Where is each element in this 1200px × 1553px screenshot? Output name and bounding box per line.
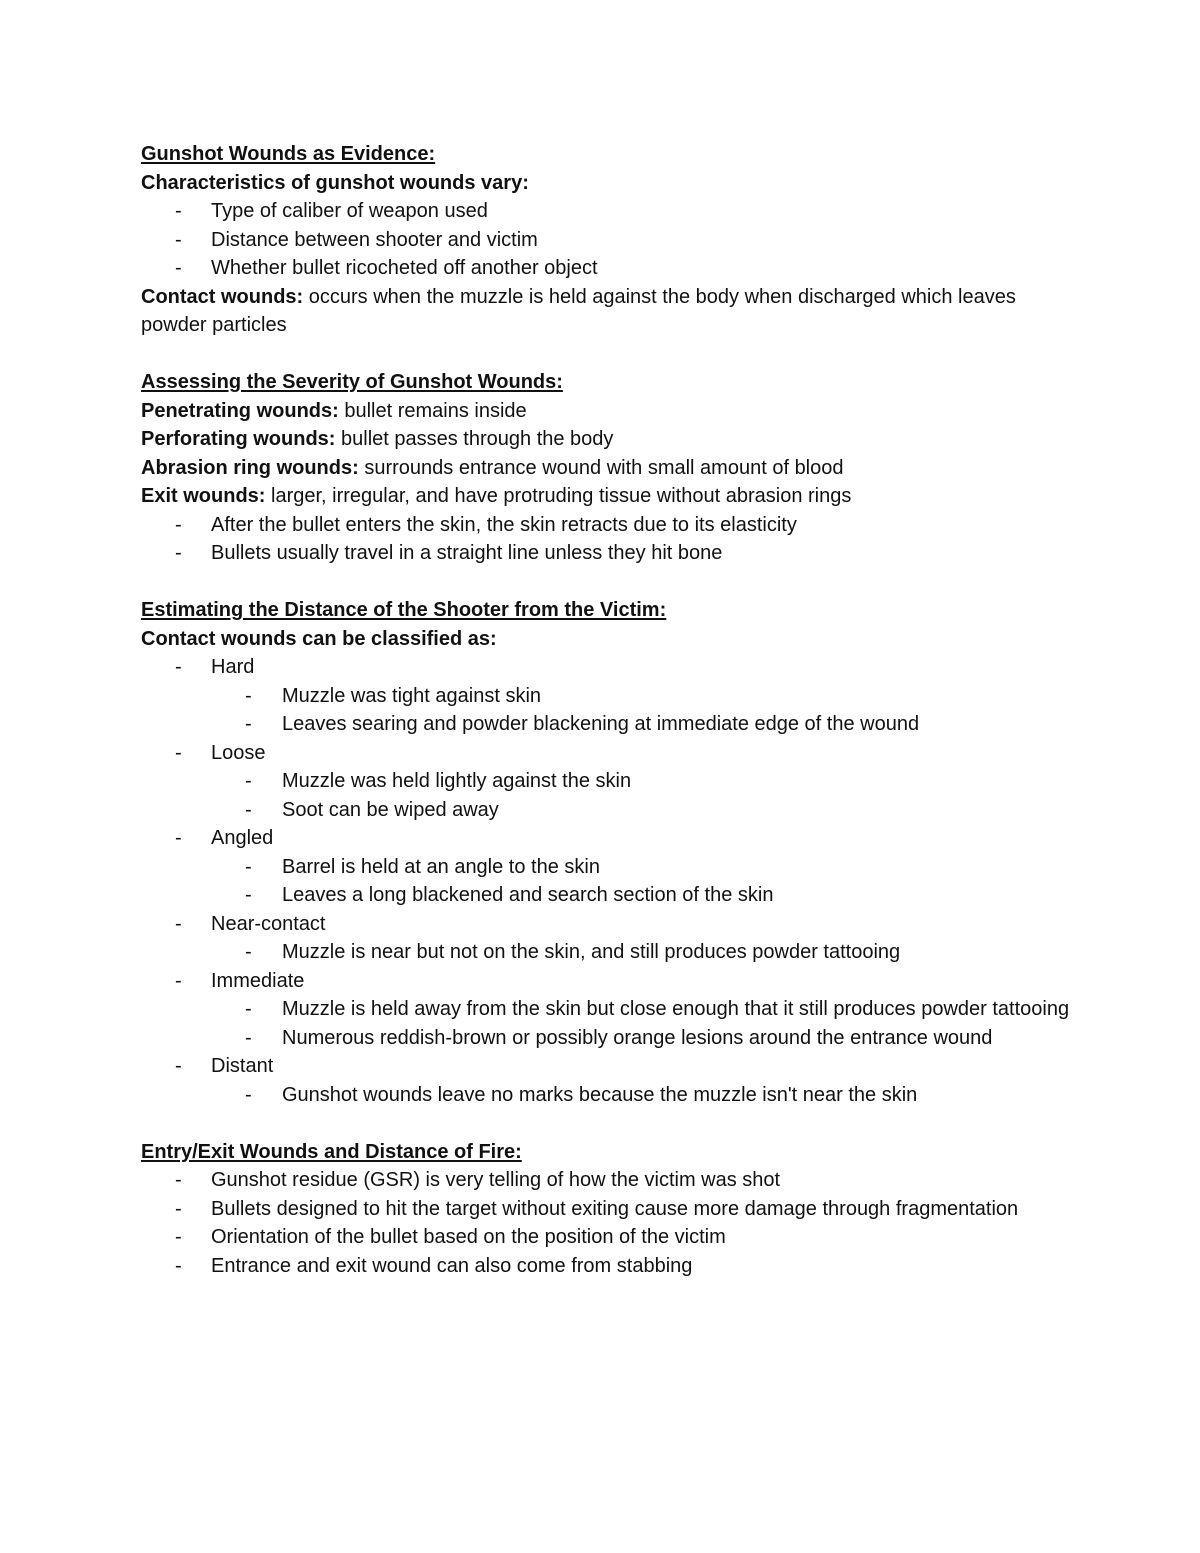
definition-paragraph (141, 482, 1081, 511)
section-heading: Entry/Exit Wounds and Distance of Fire: (141, 1140, 522, 1163)
definition-paragraph (141, 454, 1081, 483)
class-label: Distant (211, 1055, 274, 1077)
list-item-immediate (141, 967, 1081, 1053)
definition-term: Abrasion ring wounds: (141, 456, 359, 479)
sub-list-item: - Muzzle was held lightly against the skin (211, 767, 1081, 796)
sub-list (211, 995, 1081, 1052)
section-gunshot-wounds-evidence (141, 140, 1081, 340)
class-label: Hard (211, 656, 255, 678)
definition-term: Perforating wounds: (141, 428, 336, 450)
sub-list (211, 682, 1081, 739)
sub-list (211, 767, 1081, 824)
section-heading: Assessing the Severity of Gunshot Wounds: (141, 371, 563, 393)
list-item: - After the bullet enters the skin, the skin retracts due to its elasticity (141, 511, 1081, 540)
list-item-near-contact (141, 910, 1081, 967)
section-subhead: Contact wounds can be classified as: (141, 627, 497, 650)
class-label: Immediate (211, 969, 305, 992)
list-item-angled (141, 824, 1081, 910)
sub-list-item: - Muzzle is held away from the skin but close enough that it still produces powder tattooing (211, 995, 1081, 1024)
list-item: - Bullets usually travel in a straight line unless they hit bone (141, 539, 1081, 568)
class-label: Near-contact (211, 912, 326, 935)
sub-list (211, 938, 1081, 967)
definition-text: occurs when the muzzle is held against the body when discharged which leaves powder particles (141, 285, 1016, 336)
definition-paragraph (141, 283, 1081, 340)
sub-list-item: - Muzzle was tight against skin (211, 682, 1081, 711)
section-assessing-severity (141, 368, 1081, 568)
definition-text: bullet remains inside (338, 399, 527, 422)
sub-list (211, 853, 1081, 910)
list-item: - Distance between shooter and victim (141, 226, 1081, 255)
section-subhead: Characteristics of gunshot wounds vary: (141, 171, 529, 194)
section-entry-exit-wounds (141, 1138, 1081, 1281)
list-item: - Type of caliber of weapon used (141, 197, 1081, 226)
section-estimating-distance (141, 596, 1081, 1109)
document-page (141, 140, 1081, 1280)
definition-text: surrounds entrance wound with small amount of blood (358, 456, 844, 479)
definition-term: Exit wounds: (141, 485, 266, 507)
sub-list-item: - Soot can be wiped away (211, 796, 1081, 825)
definition-term: Contact wounds: (141, 285, 304, 308)
sub-list-item: - Barrel is held at an angle to the skin (211, 853, 1081, 882)
section-heading: Estimating the Distance of the Shooter from the Victim: (141, 599, 667, 621)
definition-term: Penetrating wounds: (141, 399, 339, 422)
list-item: - Whether bullet ricocheted off another object (141, 254, 1081, 283)
list-item-hard (141, 653, 1081, 739)
list-item-distant (141, 1052, 1081, 1109)
definition-paragraph (141, 397, 1081, 426)
bullet-list (141, 511, 1081, 568)
sub-list-item: - Leaves a long blackened and search section of the skin (211, 881, 1081, 910)
list-item: - Gunshot residue (GSR) is very telling of how the victim was shot (141, 1166, 1081, 1195)
sub-list-item: - Muzzle is near but not on the skin, and still produces powder tattooing (211, 938, 1081, 967)
definition-text: bullet passes through the body (335, 428, 614, 450)
bullet-list (141, 197, 1081, 283)
definition-paragraph (141, 425, 1081, 454)
class-label: Angled (211, 827, 274, 849)
sub-list-item: - Leaves searing and powder blackening at immediate edge of the wound (211, 710, 1081, 739)
section-heading: Gunshot Wounds as Evidence: (141, 143, 436, 165)
classification-list (141, 653, 1081, 1109)
class-label: Loose (211, 741, 266, 764)
sub-list-item: - Numerous reddish-brown or possibly orange lesions around the entrance wound (211, 1024, 1081, 1053)
list-item-loose (141, 739, 1081, 825)
list-item: - Bullets designed to hit the target without exiting cause more damage through fragmentation (141, 1195, 1081, 1224)
bullet-list (141, 1166, 1081, 1280)
list-item: - Orientation of the bullet based on the position of the victim (141, 1223, 1081, 1252)
definition-text: larger, irregular, and have protruding tissue without abrasion rings (265, 485, 852, 507)
sub-list (211, 1081, 1081, 1110)
list-item: - Entrance and exit wound can also come from stabbing (141, 1252, 1081, 1281)
sub-list-item: - Gunshot wounds leave no marks because the muzzle isn't near the skin (211, 1081, 1081, 1110)
